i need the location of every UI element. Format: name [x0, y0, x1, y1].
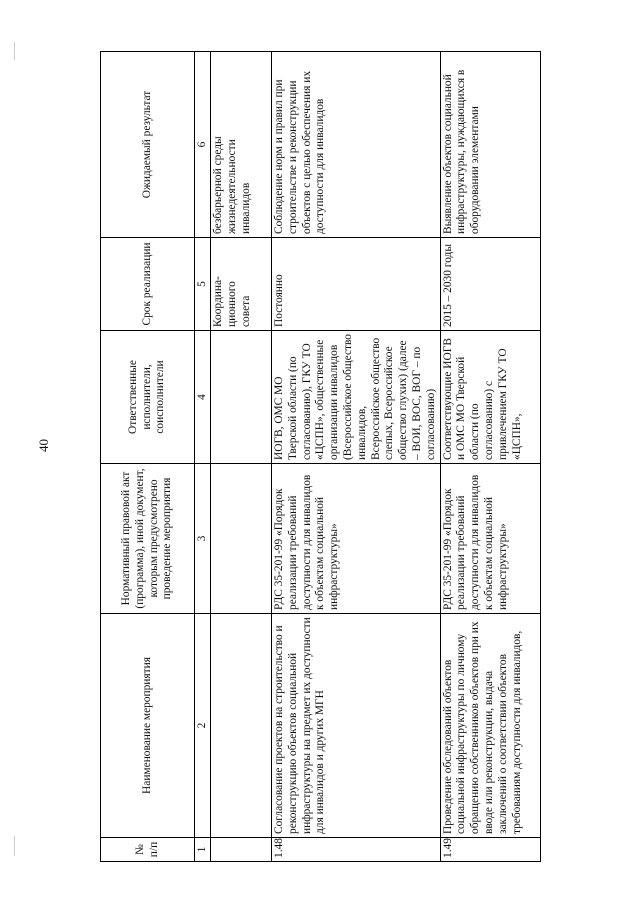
table-row [272, 52, 441, 862]
row-number: 1.48 [272, 838, 441, 862]
row-term: Постоянно [272, 238, 441, 331]
continuation-result: безбарьерной среды жизнедеятельности инвалидов [211, 52, 272, 238]
column-number: 5 [195, 238, 211, 331]
column-number: 2 [195, 614, 211, 838]
row-name: Проведение обследований объектов социальной инфраструктуры по личному обращению собственников объектов при их вводе или реконструкции, выдача заключений о соответствии объектов требованиям доступности для инвалидов, [440, 614, 540, 838]
row-number: 1.49 [440, 838, 540, 862]
scan-mark [14, 42, 15, 60]
continuation-term: Координа- ционного совета [211, 238, 272, 331]
row-responsible: ИОГВ, ОМС МО Тверской области (по согласованию), ГКУ ТО «ЦСПН», общественные организации инвалидов (Всероссийское общество инвалидов, Всероссийское общество слепых, Всероссийское общество глухих) (далее – ВОИ, ВОС, ВОГ – по согласованию) [272, 331, 441, 464]
header-term: Срок реализации [101, 238, 195, 331]
row-name: Согласование проектов на строительство и реконструкцию объектов социальной инфраструктуры на предмет их доступности для инвалидов и других МГН [272, 614, 441, 838]
header-name: Наименование мероприятия [101, 614, 195, 838]
row-result: Соблюдение норм и правил при строительстве и реконструкции объектов с целью обеспечения их доступности для инвалидов [272, 52, 441, 238]
header-responsible: Ответственные исполнители, соисполнители [101, 331, 195, 464]
scan-mark [14, 836, 15, 856]
table-row [440, 52, 540, 862]
header-num: № п/п [101, 838, 195, 862]
header-act: Нормативный правовой акт (программа), иной документ, которым предусмотрено проведение мероприятия [101, 464, 195, 614]
column-number: 6 [195, 52, 211, 238]
column-number: 3 [195, 464, 211, 614]
column-number: 1 [195, 838, 211, 862]
row-responsible: Соответствующие ИОГВ и ОМС МО Тверской области (по согласованию) с привлечением ГКУ ТО «ЦСПН», [440, 331, 540, 464]
row-term: 2015 – 2030 годы [440, 238, 540, 331]
row-act: РДС 35-201-99 «Порядок реализации требований доступности для инвалидов к объектам социальной инфраструктуры» [272, 464, 441, 614]
column-number: 4 [195, 331, 211, 464]
page-number: 40 [36, 439, 51, 452]
header-row [101, 52, 195, 862]
rotated-table-container [100, 52, 523, 862]
header-result: Ожидаемый результат [101, 52, 195, 238]
column-number-row [195, 52, 211, 862]
row-act: РДС 35-201-99 «Порядок реализации требований доступности для инвалидов к объектам социальной инфраструктуры» [440, 464, 540, 614]
row-result: Выявление объектов социальной инфраструктуры, нуждающихся в оборудовании элементами [440, 52, 540, 238]
measures-table [100, 51, 541, 862]
continuation-row [211, 52, 272, 862]
